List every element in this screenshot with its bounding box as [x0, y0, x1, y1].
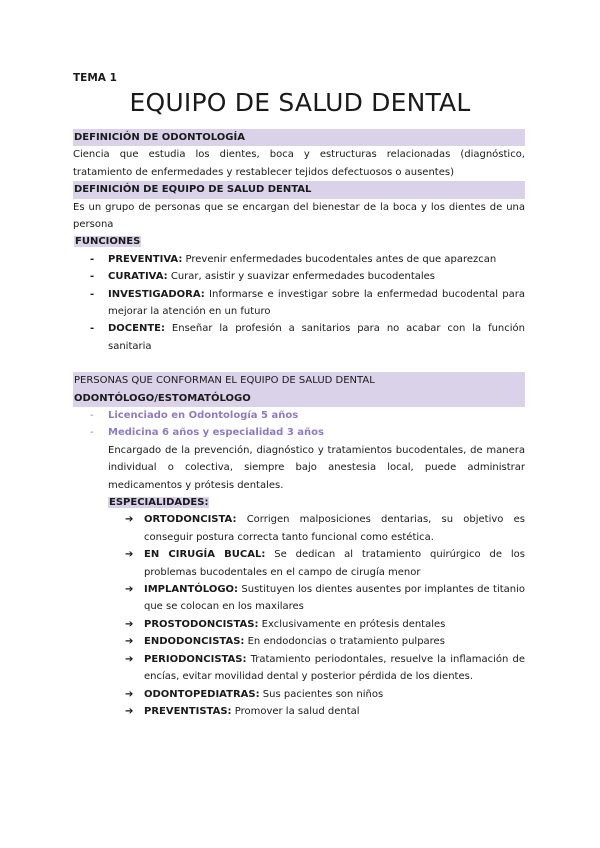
definicion-odontologia-text: Ciencia que estudia los dientes, boca y estructuras relacionadas (diagnóstico, tratamiento de enfermedades y restablecer tejidos defectuosos o ausentes)	[73, 149, 525, 178]
funciones-list	[73, 251, 525, 355]
funcion-desc: Prevenir enfermedades bucodentales antes de que aparezcan	[185, 253, 497, 265]
especialidad-desc: Promover la salud dental	[234, 705, 360, 717]
funcion-item	[73, 251, 525, 268]
dash-bullet: -	[90, 323, 95, 335]
especialidad-term: ENDODONCISTAS:	[144, 636, 245, 648]
funcion-desc: Informarse e investigar sobre la enfermedad bucodental para mejorar la atención en un futuro	[108, 288, 525, 318]
section-heading-odontologo: ODONTÓLOGO/ESTOMATÓLOGO	[73, 390, 525, 407]
section-heading-funciones	[73, 233, 525, 250]
odontologo-description: Encargado de la prevención, diagnóstico y tratamientos bucodentales, de manera individual o colectiva, siempre bajo anestesia local, puede administrar medicamentos y prótesis dentales.	[108, 444, 525, 491]
especialidad-term: PROSTODONCISTAS:	[144, 618, 259, 630]
funcion-term: PREVENTIVA:	[108, 253, 183, 265]
funcion-term: INVESTIGADORA:	[108, 288, 205, 300]
especialidades-heading-text: ESPECIALIDADES:	[109, 497, 209, 509]
definicion-equipo-text: Es un grupo de personas que se encargan del bienestar de la boca y los dientes de una persona	[73, 201, 525, 230]
especialidad-desc: Corrigen malposiciones dentarias, su objetivo es conseguir postura correcta tanto funcional como estética.	[144, 514, 525, 543]
funcion-item	[73, 286, 525, 321]
section-heading-personas: PERSONAS QUE CONFORMAN EL EQUIPO DE SALUD DENTAL	[73, 372, 525, 389]
funcion-desc: Enseñar la profesión a sanitarios para no acabar con la función sanitaria	[108, 323, 525, 352]
arrow-icon: ➔	[125, 705, 134, 717]
especialidad-term: PERIODONCISTAS:	[144, 653, 247, 665]
arrow-icon: ➔	[125, 584, 134, 596]
section-heading-definicion-equipo: DEFINICIÓN DE EQUIPO DE SALUD DENTAL	[73, 181, 525, 198]
dash-bullet: -	[90, 253, 95, 265]
funcion-desc: Curar, asistir y suavizar enfermedades bucodentales	[170, 271, 436, 283]
page-title: EQUIPO DE SALUD DENTAL	[129, 88, 471, 117]
document-body	[73, 129, 525, 720]
especialidad-item	[73, 511, 525, 546]
arrow-icon: ➔	[125, 653, 134, 665]
especialidad-item	[73, 703, 525, 720]
arrow-icon: ➔	[125, 636, 134, 648]
especialidades-heading	[73, 494, 525, 511]
requisito-text: Licenciado en Odontología 5 años	[108, 410, 299, 422]
dash-bullet: -	[90, 410, 94, 422]
especialidades-list	[73, 511, 525, 720]
especialidad-item	[73, 633, 525, 650]
especialidad-item	[73, 616, 525, 633]
especialidad-desc: Exclusivamente en prótesis dentales	[261, 618, 446, 630]
spacer	[73, 355, 525, 372]
funcion-term: CURATIVA:	[108, 271, 168, 283]
funcion-term: DOCENTE:	[108, 323, 165, 335]
especialidad-desc: Tratamiento periodontales, resuelve la inflamación de encías, evitar movilidad dental y posterior pérdida de los dientes.	[144, 653, 525, 683]
especialidad-term: ORTODONCISTA:	[144, 514, 237, 526]
especialidad-item	[73, 686, 525, 703]
especialidad-term: IMPLANTÓLOGO:	[144, 584, 239, 596]
topic-label: TEMA 1	[73, 72, 117, 84]
especialidad-item	[73, 581, 525, 616]
especialidad-term: ODONTOPEDIATRAS:	[144, 688, 260, 700]
arrow-icon: ➔	[125, 514, 134, 526]
arrow-icon: ➔	[125, 549, 134, 561]
requisito-item	[73, 407, 525, 424]
especialidad-desc: Se dedican al tratamiento quirúrgico de los problemas bucodentales en el campo de cirugía menor	[144, 549, 525, 578]
dash-bullet: -	[90, 427, 94, 439]
especialidad-term: PREVENTISTAS:	[144, 705, 232, 717]
especialidad-term: EN CIRUGÍA BUCAL:	[144, 549, 266, 561]
especialidad-desc: En endodoncias o tratamiento pulpares	[247, 636, 445, 648]
dash-bullet: -	[90, 271, 95, 283]
requisito-item	[73, 424, 525, 441]
funcion-item	[73, 320, 525, 355]
arrow-icon: ➔	[125, 618, 134, 630]
funciones-heading-text: FUNCIONES	[75, 236, 141, 248]
requisitos-list	[73, 407, 525, 442]
especialidad-desc: Sustituyen los dientes ausentes por implantes de titanio que se colocan en los maxilares	[144, 584, 526, 613]
section-heading-definicion-odontologia: DEFINICIÓN DE ODONTOLOGÍA	[73, 129, 525, 146]
arrow-icon: ➔	[125, 688, 134, 700]
especialidad-item	[73, 651, 525, 686]
requisito-text: Medicina 6 años y especialidad 3 años	[108, 427, 324, 439]
especialidad-desc: Sus pacientes son niños	[262, 688, 384, 700]
dash-bullet: -	[90, 288, 95, 300]
funcion-item	[73, 268, 525, 285]
especialidad-item	[73, 546, 525, 581]
